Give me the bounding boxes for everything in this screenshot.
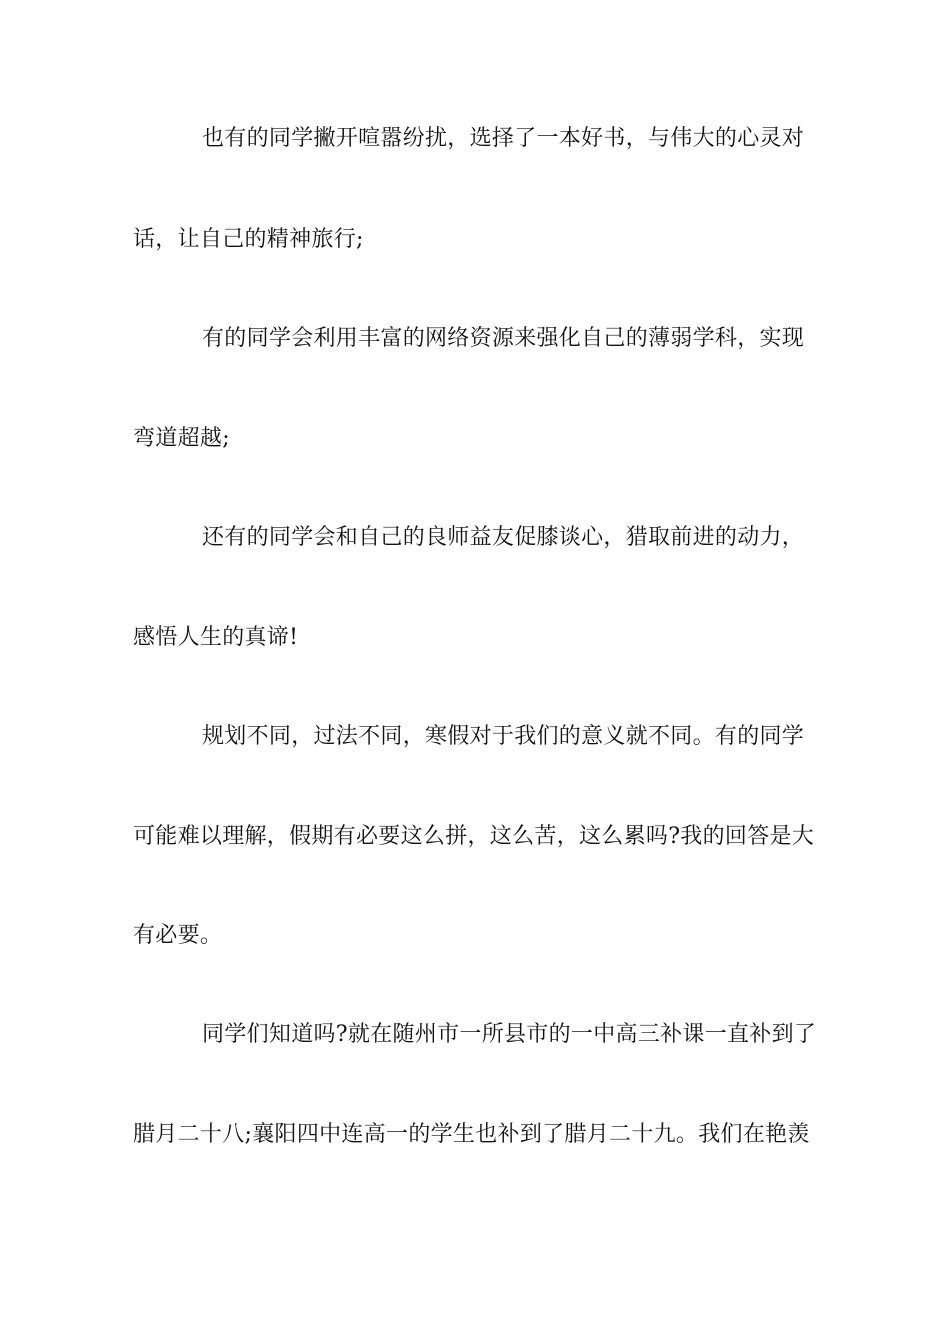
paragraph-line: 规划不同，过法不同，寒假对于我们的意义就不同。有的同学 [202,724,805,749]
paragraph-line: 也有的同学撇开喧嚣纷扰，选择了一本好书，与伟大的心灵对 [202,126,805,151]
paragraph-line: 感悟人生的真谛! [133,625,299,650]
paragraph-line: 腊月二十八;襄阳四中连高一的学生也补到了腊月二十九。我们在艳羡 [133,1122,810,1147]
paragraph-line: 话，让自己的精神旅行; [133,227,364,252]
paragraph-line: 有必要。 [133,923,223,948]
paragraph-line: 有的同学会利用丰富的网络资源来强化自己的薄弱学科，实现 [202,326,805,351]
paragraph-line: 可能难以理解，假期有必要这么拼，这么苦，这么累吗?我的回答是大 [133,824,815,849]
paragraph-line: 弯道超越; [133,426,230,451]
paragraph-line: 还有的同学会和自己的良师益友促膝谈心，猎取前进的动力， [202,525,805,550]
paragraph-line: 同学们知道吗?就在随州市一所县市的一中高三补课一直补到了 [202,1022,817,1047]
